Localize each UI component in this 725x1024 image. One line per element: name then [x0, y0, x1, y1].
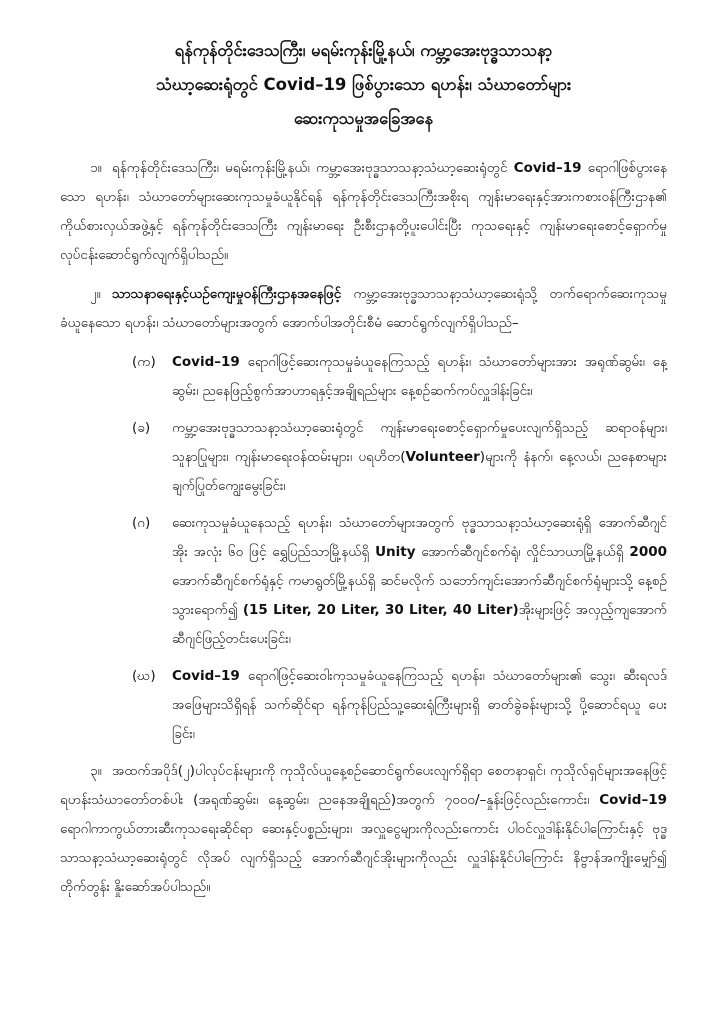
list-item [60, 348, 667, 406]
liter-sizes: (15 Liter, 20 Liter, 30 Liter, 40 Liter) [242, 602, 519, 618]
paragraph-text: ရောဂါကာကွယ်တားဆီးကုသရေးဆိုင်ရာ ဆေးနှင့်ပစ္စည်းများ၊ အလှူငွေများကိုလည်းကောင်း ပါဝင်လှူဒါန်းနိုင်ပါကြောင်းနှင့် ဗုဒ္ဓသာသနာ့သံဃာ့ဆေးရုံတွင် လိုအပ် လျက်ရှိသည့် အောက်ဆီဂျင်အိုးများကိုလည်း လှူဒါန်းနိုင်ပါကြောင်း နိဗ္ဗာန်အကျိုးမျှော်၍ တိုက်တွန်း နှိုးဆော်အပ်ပါသည်။ [60, 821, 667, 895]
paragraph-text: ရန်ကုန်တိုင်းဒေသကြီး၊ မရမ်းကုန်းမြို့နယ်၊ ကမ္ဘာ့အေးဗုဒ္ဓသာသနာ့သံဃာ့ဆေးရုံတွင် [112, 160, 514, 176]
list-item-text: အိုးများဖြင့် အလှည့်ကျအောက်ဆီဂျင်ဖြည့်တင်းပေးခြင်း၊ [172, 602, 668, 647]
paragraph-text: ရောဂါဖြစ်ပွားနေသော ရဟန်း၊ သံဃာတော်များဆေးကုသမှုခံယူနိုင်ရန် ရန်ကုန်တိုင်းဒေသကြီးအစိုးရ ကျန်းမာရေးနှင့်အားကစားဝန်ကြီးဌာန၏ ကိုယ်စားလှယ်အဖွဲ့နှင့် ရန်ကုန်တိုင်းဒေသကြီး ကျန်းမာရေး ဦးစီးဌာနတို့ပူးပေါင်းပြီး ကုသရေးနှင့် ကျန်းမာရေးစောင့်ရှောက်မှုလုပ်ငန်းဆောင်ရွက်လျက်ရှိပါသည်။ [60, 160, 667, 263]
list-item-label: (ဂ) [132, 515, 151, 531]
list-item [60, 509, 667, 654]
covid-term: Covid–19 [172, 668, 240, 684]
covid-term: Covid–19 [513, 160, 582, 176]
page-title [60, 34, 667, 136]
list-item-label: (က) [132, 354, 156, 370]
list-item [60, 662, 667, 749]
volunteer-term: Volunteer [405, 449, 480, 465]
list-item-text: )များကို နံနက်၊ နေ့လယ်၊ ညနေစာများ ချက်ပြုတ်ကျွေးမွေးခြင်း၊ [172, 449, 667, 494]
paragraph-number: ၁။ [90, 160, 102, 176]
unity-term: Unity [375, 544, 416, 560]
paragraph-number: ၃။ [90, 763, 102, 779]
title-line-2: သံဃာ့ဆေးရုံတွင် Covid–19 ဖြစ်ပွားသော ရဟန်း၊ သံဃာတော်များ [155, 75, 572, 94]
title-line-1: ရန်ကုန်တိုင်းဒေသကြီး၊ မရမ်းကုန်းမြို့နယ်၊ ကမ္ဘာ့အေးဗုဒ္ဓသာသနာ့ [174, 41, 553, 60]
paragraph-text: ကမ္ဘာ့အေးဗုဒ္ဓသာသနာ့သံဃာ့ဆေးရုံသို့ တက်ရောက်ဆေးကုသမှုခံယူနေသော ရဟန်း၊ သံဃာတော်များအတွက် အောက်ပါအတိုင်းစီမံ ဆောင်ရွက်လျက်ရှိပါသည်– [60, 286, 667, 331]
list-item-text: အောက်ဆီဂျင်စက်ရုံနှင့် ကမာရွတ်မြို့နယ်ရှိ ဆင်မလိုက် သဘော်ကျင်းအောက်ဆီဂျင်စက်ရုံများသို့ နေ့စဉ်သွားရောက်၍ [172, 573, 667, 618]
list-item-text: အောက်ဆီဂျင်စက်ရုံ၊ လှိုင်သာယာမြို့နယ်ရှိ [415, 544, 630, 560]
covid-term: Covid–19 [599, 792, 667, 808]
paragraph-number: ၂။ [90, 286, 101, 302]
paragraph-1 [60, 154, 667, 270]
paragraph-text: အထက်အပိုဒ်(၂)ပါလုပ်ငန်းများကို ကုသိုလ်ယူနေ့စဉ်ဆောင်ရွက်ပေးလျက်ရှိရာ စေတနာရှင်၊ ကုသိုလ်ရှင်များအနေဖြင့် ရဟန်းသံဃာတော်တစ်ပါး (အရုဏ်ဆွမ်း၊ နေ့ဆွမ်း၊ ညနေအချိုရည်)အတွက် ၇၀၀၀/–နှုန်းဖြင့်လည်းကောင်း၊ [60, 763, 667, 808]
paragraph-3 [60, 757, 667, 902]
list-item-label: (ဃ) [132, 668, 156, 684]
list-item [60, 414, 667, 501]
list-item-text: ရောဂါဖြင့်ဆေးဝါးကုသမှုခံယူနေကြသည့် ရဟန်း၊ သံဃာတော်များ၏ သွေး၊ ဆီးရလဒ်အဖြေများသိရှိရန် သက်ဆိုင်ရာ ရန်ကုန်ပြည်သူ့ဆေးရုံကြီးများရှိ ဓာတ်ခွဲခန်းများသို့ ပို့ဆောင်ရယူ ပေးခြင်း၊ [172, 668, 667, 742]
paragraph-2 [60, 280, 667, 338]
list-item-text: ကမ္ဘာ့အေးဗုဒ္ဓသာသနာ့သံဃာ့ဆေးရုံတွင် ကျန်းမာရေးစောင့်ရှောက်မှုပေးလျက်ရှိသည့် ဆရာဝန်များ၊ သူနာပြုများ၊ ကျန်းမာရေးဝန်ထမ်းများ၊ ပရဟိတ( [172, 420, 667, 465]
ministry-lead: သာသနာရေးနှင့်ယဉ်ကျေးမှုဝန်ကြီးဌာနအနေဖြင့် [112, 286, 342, 302]
number-2000: 2000 [629, 544, 667, 560]
covid-term: Covid–19 [172, 354, 240, 370]
title-line-3: ဆေးကုသမှုအခြေအနေ [293, 109, 434, 128]
list-item-text: ဆေးကုသမှုခံယူနေသည့် ရဟန်း၊ သံဃာတော်များအတွက် ဗုဒ္ဓသာသနာ့သံဃာ့ဆေးရုံရှိ အောက်ဆီဂျင်အိုး အလုံး ၆၀ ဖြင့် ရွှေပြည်သာမြို့နယ်ရှိ [172, 515, 667, 560]
list-item-text: ရောဂါဖြင့်ဆေးကုသမှုခံယူနေကြသည့် ရဟန်း၊ သံဃာတော်များအား အရုဏ်ဆွမ်း၊ နေ့ဆွမ်း၊ ညနေဖြည့်စွက်အာဟာရနှင့်အချိုရည်များ နေ့စဉ်ဆက်ကပ်လှူဒါန်းခြင်း၊ [172, 354, 667, 399]
list-item-label: (ခ) [132, 420, 151, 436]
